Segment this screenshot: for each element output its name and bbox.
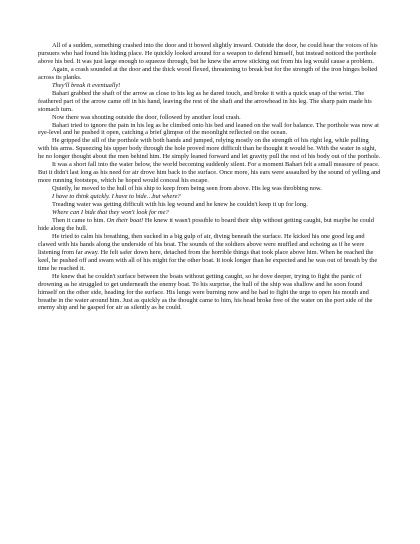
paragraph-7: It was a short fall into the water below, the world becoming suddenly silent. For a moment Bahari felt a small measure of peace. But it didn't last long as his need for air drove him back to the surface. Once more, his ears were assaulted by the sound of yelling and more running footsteps, which he hoped would conceal his escape. — [38, 161, 381, 185]
paragraph-9: Treading water was getting difficult with his leg wound and he knew he couldn't keep it up for long. — [52, 201, 308, 209]
paragraph-5: Bahari tried to ignore the pain in his leg as he climbed onto his bed and leaned on the wall for balance. The porthole was now at eye-level and he pushed it open, catching a brief glimpse of the moonlight reflected on the ocean. — [38, 121, 379, 137]
italic-thought-1: They'll break it eventually! — [52, 81, 121, 89]
paragraph-1: All of a sudden, something crashed into the door and it bowed slightly inward. Outside the door, he could hear the voices of his pursuers who had found his hiding place. He quickly looked around for a weapon to defend himself, but instead noticed the porthole above his bed. It was just large enough to squeeze through, but he knew the arrow sticking out from his leg would cause a problem. — [38, 42, 378, 65]
document-page — [38, 42, 381, 312]
paragraph-10-after: He knew it wasn't possible to board their ship without getting caught, but maybe he could hide along the hull. — [38, 216, 374, 232]
paragraph-10 — [38, 217, 381, 233]
paragraph-6: He gripped the sill of the porthole with both hands and jumped, relying mostly on the strength of his right leg, while pulling with his arms. Squeezing his upper body through the hole proved more difficult than he thought it would be. With the water in sight, he no longer thought about the men behind him. He simply leaned forward and let gravity pull the rest of his body out of the porthole. — [38, 137, 381, 161]
paragraph-4: Now there was shouting outside the door, followed by another loud crash. — [52, 113, 241, 121]
paragraph-12: He knew that he couldn't surface between the boats without getting caught, so he dove deeper, trying to fight the panic of drowning as he struggled to get underneath the enemy boat. To his surprise, the hull of the ship was shallow and he soon found himself on the other side, heading for the surface. His lungs were burning now and he had to fight the urge to open his mouth and breathe in the water around him. Just as quickly as the thought came to him, his head broke free of the water on the port side of the enemy ship and he gasped for air as silently as he could. — [38, 272, 373, 312]
italic-thought-3: Where can I hide that they won't look for me? — [52, 209, 169, 217]
paragraph-2: Again, a crash sounded at the door and the thick wood flexed, threatening to break but for the strength of the iron hinges bolted across its planks. — [38, 65, 378, 81]
paragraph-10-emphasis: On their boat! — [106, 216, 144, 224]
paragraph-11: He tried to calm his breathing, then sucked in a big gulp of air, diving beneath the surface. He kicked his one good leg and clawed with his hands along the underside of his boat. The sounds of the soldiers above were muffled and echoing as if he were listening from far away. He felt safer down here, detached from the horrible things that took place above him. When he reached the keel, he pushed off and swam with all of his might for the other boat. It took longer than he expected and he was out of breath by the time he reached it. — [38, 232, 378, 272]
paragraph-3: Bahari grabbed the shaft of the arrow as close to his leg as he dared touch, and broke it with a quick snap of the wrist. The feathered part of the arrow came off in his hand, leaving the rest of the shaft and the arrowhead in his leg. The sharp pain made his stomach turn. — [38, 89, 372, 113]
paragraph-10-before: Then it came to him. — [52, 216, 107, 224]
paragraph-8: Quietly, he moved to the hull of his ship to keep from being seen from above. His leg was throbbing now. — [52, 185, 322, 193]
italic-thought-2: I have to think quickly. I have to hide…but where? — [52, 193, 181, 201]
